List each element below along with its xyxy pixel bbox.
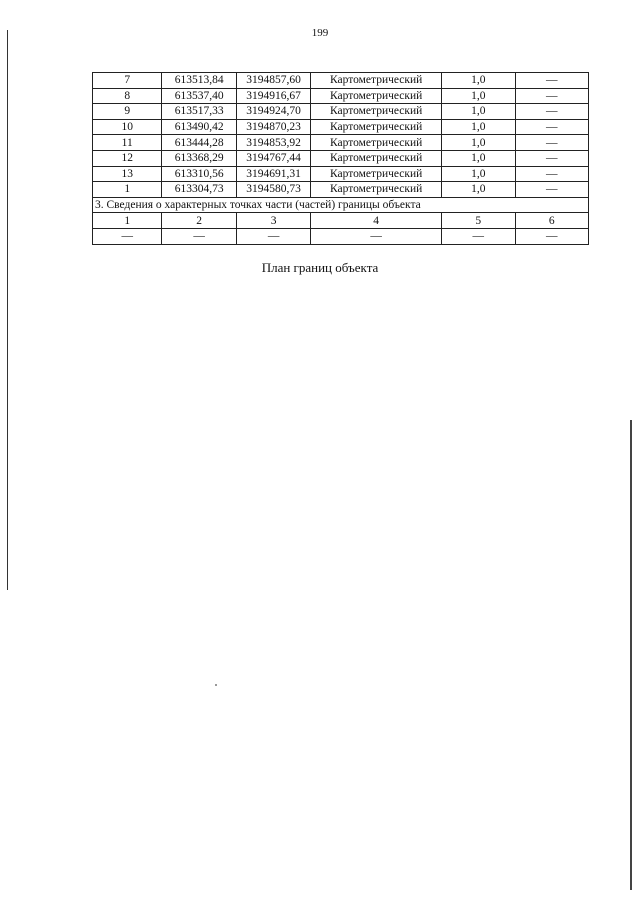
table-cell: Картометрический bbox=[311, 182, 442, 198]
scan-edge-left bbox=[7, 30, 8, 590]
table-cell: 1,0 bbox=[442, 88, 515, 104]
table-cell: — bbox=[515, 88, 589, 104]
table-cell: 1,0 bbox=[442, 73, 515, 89]
table-cell: 1,0 bbox=[442, 166, 515, 182]
table-cell: — bbox=[311, 228, 442, 244]
table-cell: — bbox=[515, 166, 589, 182]
table-cell: 5 bbox=[442, 213, 515, 229]
table-cell: 1 bbox=[93, 182, 162, 198]
table-cell: 613490,42 bbox=[162, 119, 236, 135]
table-row bbox=[93, 135, 589, 151]
table-cell: 3194767,44 bbox=[236, 150, 310, 166]
table-row bbox=[93, 166, 589, 182]
section-header-row bbox=[93, 213, 589, 229]
table-cell: 613517,33 bbox=[162, 104, 236, 120]
table-row bbox=[93, 182, 589, 198]
table-cell: 1,0 bbox=[442, 182, 515, 198]
table-cell: 613304,73 bbox=[162, 182, 236, 198]
section-title: 3. Сведения о характерных точках части (частей) границы объекта bbox=[93, 197, 589, 213]
table-cell: 13 bbox=[93, 166, 162, 182]
section-data-row bbox=[93, 228, 589, 244]
table-cell: Картометрический bbox=[311, 150, 442, 166]
table-cell: Картометрический bbox=[311, 135, 442, 151]
table-row bbox=[93, 150, 589, 166]
table-cell: 3194853,92 bbox=[236, 135, 310, 151]
scan-speck bbox=[215, 684, 217, 686]
table-row bbox=[93, 104, 589, 120]
table-cell: 613444,28 bbox=[162, 135, 236, 151]
section-title-row bbox=[93, 197, 589, 213]
table-cell: — bbox=[515, 104, 589, 120]
table-cell: 1,0 bbox=[442, 150, 515, 166]
table-cell: 3194691,31 bbox=[236, 166, 310, 182]
table-cell: — bbox=[515, 135, 589, 151]
table-row bbox=[93, 119, 589, 135]
table-cell: — bbox=[162, 228, 236, 244]
table-cell: 7 bbox=[93, 73, 162, 89]
table-cell: 613368,29 bbox=[162, 150, 236, 166]
table-body bbox=[93, 73, 589, 245]
table-cell: 613310,56 bbox=[162, 166, 236, 182]
table-cell: 1,0 bbox=[442, 119, 515, 135]
table-cell: 3194857,60 bbox=[236, 73, 310, 89]
table-cell: — bbox=[442, 228, 515, 244]
table-cell: 613537,40 bbox=[162, 88, 236, 104]
table-cell: — bbox=[515, 150, 589, 166]
table-cell: 3194924,70 bbox=[236, 104, 310, 120]
table-cell: 3 bbox=[236, 213, 310, 229]
table-cell: Картометрический bbox=[311, 88, 442, 104]
table-cell: Картометрический bbox=[311, 166, 442, 182]
table-row bbox=[93, 88, 589, 104]
table-cell: 9 bbox=[93, 104, 162, 120]
scan-edge-right bbox=[630, 420, 632, 890]
table-cell: — bbox=[515, 182, 589, 198]
table-cell: — bbox=[515, 228, 589, 244]
table-cell: 10 bbox=[93, 119, 162, 135]
table-cell: 3194870,23 bbox=[236, 119, 310, 135]
page-number: 199 bbox=[311, 27, 329, 39]
table-cell: 3194916,67 bbox=[236, 88, 310, 104]
table-cell: Картометрический bbox=[311, 119, 442, 135]
table-cell: 1,0 bbox=[442, 135, 515, 151]
table-cell: 1,0 bbox=[442, 104, 515, 120]
table-cell: — bbox=[236, 228, 310, 244]
table-cell: 12 bbox=[93, 150, 162, 166]
table-cell: 1 bbox=[93, 213, 162, 229]
plan-title: План границ объекта bbox=[261, 260, 379, 275]
table-cell: Картометрический bbox=[311, 73, 442, 89]
table-cell: Картометрический bbox=[311, 104, 442, 120]
table-cell: 8 bbox=[93, 88, 162, 104]
table-cell: — bbox=[515, 119, 589, 135]
table-cell: — bbox=[93, 228, 162, 244]
table-cell: 613513,84 bbox=[162, 73, 236, 89]
table-cell: 2 bbox=[162, 213, 236, 229]
table-cell: 3194580,73 bbox=[236, 182, 310, 198]
table-row bbox=[93, 73, 589, 89]
table-cell: 4 bbox=[311, 213, 442, 229]
table-cell: 11 bbox=[93, 135, 162, 151]
table-cell: 6 bbox=[515, 213, 589, 229]
table-cell: — bbox=[515, 73, 589, 89]
boundary-points-table bbox=[92, 72, 589, 245]
